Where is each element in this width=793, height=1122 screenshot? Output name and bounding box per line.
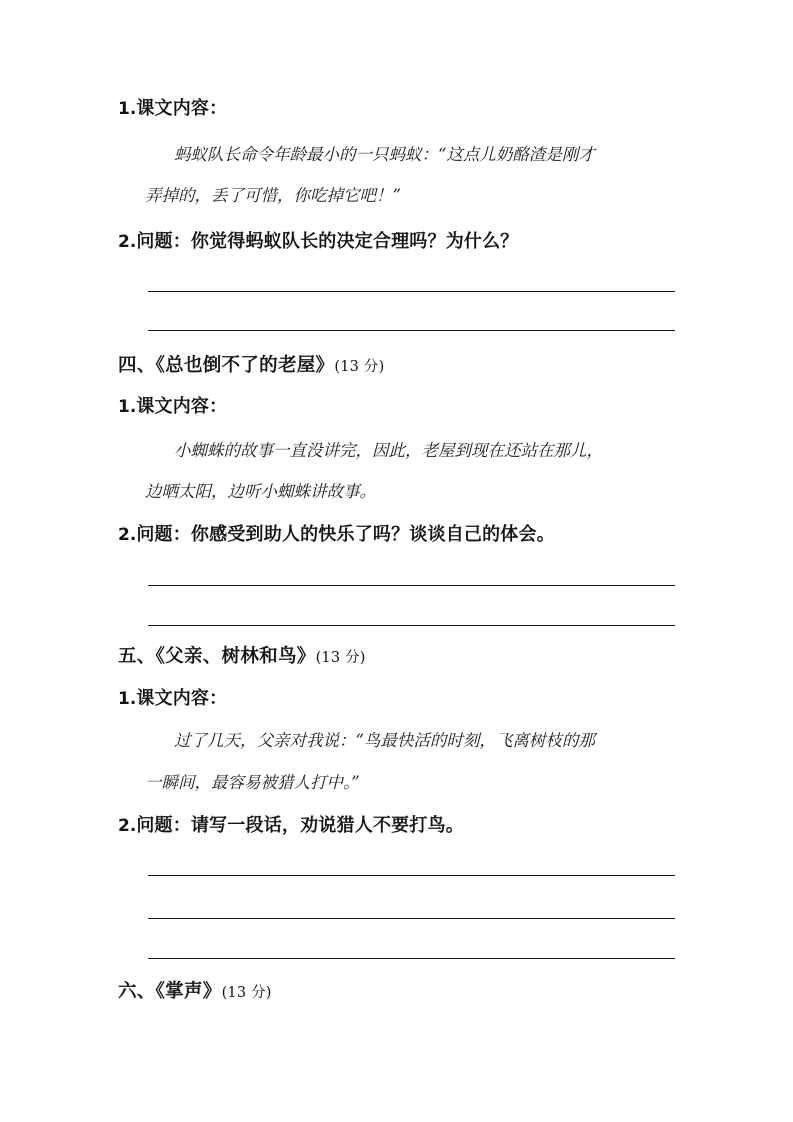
passage-line: 弄掉的，丢了可惜，你吃掉它吧！” <box>145 186 401 205</box>
section-title: 《掌声》 <box>155 981 222 1002</box>
prompt-text-content-1 <box>118 100 227 118</box>
prompt-label: 课文内容： <box>136 98 228 119</box>
prompt-separator: . <box>129 525 137 545</box>
prompt-separator: . <box>129 816 137 836</box>
answer-rule[interactable] <box>148 875 675 876</box>
prompt-number: 1 <box>118 397 130 417</box>
answer-rule[interactable] <box>148 330 675 331</box>
passage-line: 一瞬间，最容易被猎人打中。” <box>145 773 360 792</box>
prompt-label: 问题：你觉得蚂蚁队长的决定合理吗？为什么？ <box>136 231 519 252</box>
answer-rule[interactable] <box>148 585 675 586</box>
section-heading-6 <box>118 983 272 1002</box>
section-heading-5 <box>118 648 366 667</box>
passage-line: 过了几天，父亲对我说：“鸟最快活的时刻，飞离树枝的那 <box>174 731 595 750</box>
prompt-number: 1 <box>118 99 130 119</box>
passage-line: 边晒太阳，边听小蜘蛛讲故事。 <box>145 482 376 501</box>
prompt-number: 2 <box>118 525 130 545</box>
passage-line: 蚂蚁队长命令年龄最小的一只蚂蚁：“这点儿奶酪渣是刚才 <box>174 145 595 164</box>
section-index: 四、 <box>118 355 156 376</box>
passage-line: 小蜘蛛的故事一直没讲完，因此，老屋到现在还站在那儿， <box>174 441 603 460</box>
prompt-separator: . <box>129 689 137 709</box>
prompt-label: 问题：你感受到助人的快乐了吗？谈谈自己的体会。 <box>136 524 555 545</box>
answer-rule[interactable] <box>148 958 675 959</box>
prompt-number: 2 <box>118 232 130 252</box>
answer-rule[interactable] <box>148 291 675 292</box>
prompt-separator: . <box>129 99 137 119</box>
prompt-text-content-4 <box>118 398 227 416</box>
prompt-number: 2 <box>118 816 130 836</box>
prompt-separator: . <box>129 397 137 417</box>
prompt-label: 课文内容： <box>136 396 228 417</box>
prompt-question-1 <box>118 233 519 251</box>
prompt-question-4 <box>118 526 555 544</box>
section-heading-4 <box>118 357 384 376</box>
section-title: 《父亲、树林和鸟》 <box>155 646 316 667</box>
section-score: (13 分) <box>334 359 385 375</box>
prompt-label: 课文内容： <box>136 688 228 709</box>
prompt-question-5 <box>118 817 464 835</box>
answer-rule[interactable] <box>148 918 675 919</box>
section-score: (13 分) <box>315 650 366 666</box>
prompt-label: 问题：请写一段话，劝说猎人不要打鸟。 <box>136 815 464 836</box>
section-title: 《总也倒不了的老屋》 <box>155 355 335 376</box>
section-score: (13 分) <box>221 985 272 1001</box>
answer-rule[interactable] <box>148 625 675 626</box>
prompt-text-content-5 <box>118 690 227 708</box>
section-index: 六、 <box>118 981 156 1002</box>
prompt-separator: . <box>129 232 137 252</box>
section-index: 五、 <box>118 646 156 667</box>
prompt-number: 1 <box>118 689 130 709</box>
